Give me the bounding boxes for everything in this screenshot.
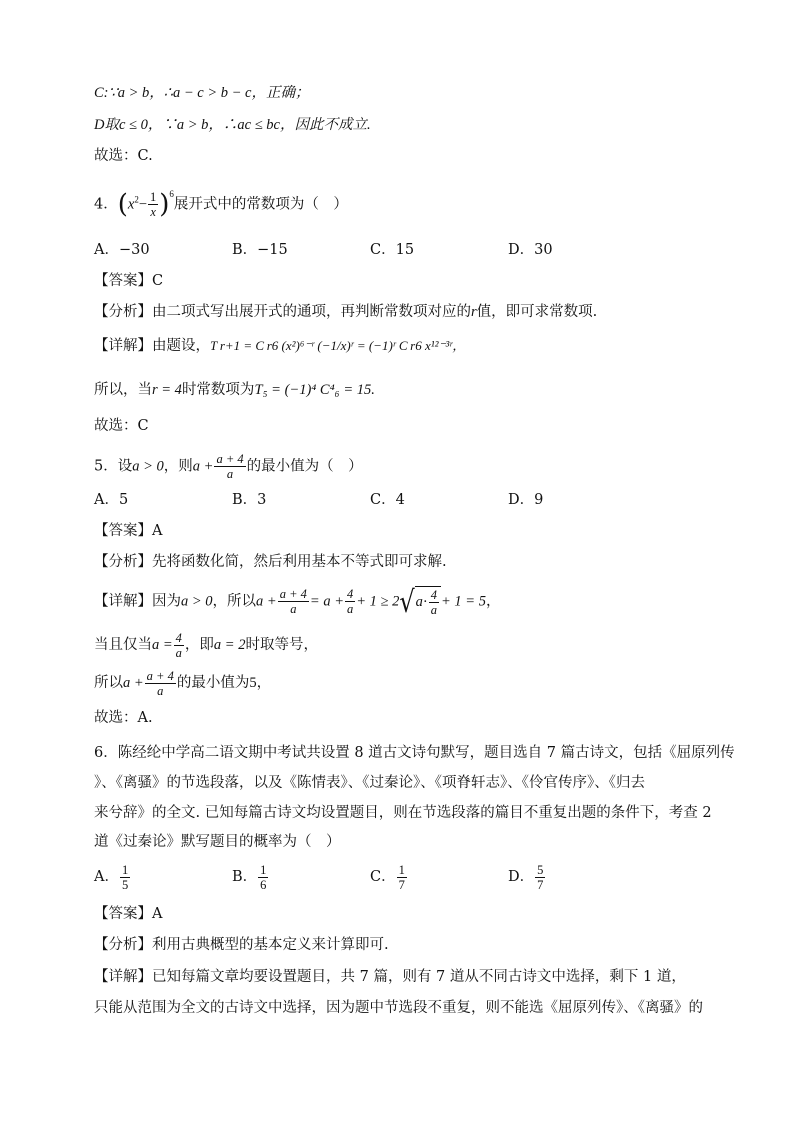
q5-final: 故选：A. (94, 710, 153, 726)
q5-answer: 【答案】A (94, 523, 163, 539)
q6-stem-line1: 6．陈经纶中学高二语文期中考试共设置 8 道古文诗句默写，题目选自 7 篇古诗文，包括《屈原列传 (94, 745, 735, 761)
q6-answer: 【答案】A (94, 906, 163, 922)
q6-option-d: D． $\frac{5}{7}$ (508, 862, 544, 892)
q4-option-d: D．30 (508, 242, 553, 258)
q4-fraction: $\frac{1}{x}$ (150, 190, 157, 219)
q4-detail-line2: 所以，当r = 4时常数项为T₅ = (−1)⁴ C⁴₆ = 15. (94, 382, 375, 398)
q5-detail: 【详解】因为a > 0，所以a + $\frac{a + 4}{a}$ = a + $\frac{4}{a}$ + 1 ≥ 2 √ a · $\frac{4}{a}$ + 1 = 5， (94, 584, 501, 619)
q5-stem: 5．设a > 0，则a + $\frac{a + 4}{a}$ 的最小值为（ ） (94, 452, 363, 481)
q6-stem-line3: 来兮辞》的全文. 已知每篇古诗文均设置题目，则在节选段落的篇目不重复出题的条件下，考查 2 (94, 805, 712, 821)
q5-option-d: D．9 (508, 492, 544, 508)
prev-option-d-line: D取c ≤ 0，∵a > b，∴ac ≤ bc，因此不成立. (94, 117, 371, 133)
q5-option-c: C．4 (370, 492, 405, 508)
q4-detail: 【详解】由题设，T r+1 = C r6 (x²)⁶⁻ʳ (−1/x)ʳ = (−1)ʳ C r6 x¹²⁻³ʳ， (94, 338, 466, 354)
q6-analysis: 【分析】利用古典概型的基本定义来计算即可. (94, 937, 389, 953)
q4-option-c: C．15 (370, 242, 415, 258)
q4-final: 故选：C (94, 418, 149, 434)
q5-equality-line: 当且仅当a = $\frac{4}{a}$ ，即a = 2时取等号， (94, 630, 318, 660)
q6-option-a: A． $\frac{1}{5}$ (94, 862, 129, 892)
q6-stem-line2: 》、《离骚》的节选段落，以及《陈情表》、《过秦论》、《项脊轩志》、《伶官传序》、《归去 (94, 775, 645, 791)
prev-option-c-line: C:∵a > b，∴a − c > b − c，正确； (94, 85, 310, 101)
q5-option-b: B．3 (232, 492, 267, 508)
q6-detail-line1: 【详解】已知每篇文章均要设置题目，共 7 篇，则有 7 道从不同古诗文中选择，剩下 1 道， (94, 969, 686, 985)
q5-fraction: $\frac{a + 4}{a}$ (216, 452, 244, 481)
q5-sqrt-fraction: $\frac{4}{a}$ (430, 587, 437, 617)
q6-stem-line4: 道《过秦论》默写题目的概率为（ ） (94, 834, 341, 850)
q5-detail-fraction-1: $\frac{a + 4}{a}$ (279, 587, 307, 616)
q5-min-line: 所以a + $\frac{a + 4}{a}$ 的最小值为5， (94, 668, 272, 698)
q4-open-paren: ( (117, 189, 128, 220)
q6-option-b: B． $\frac{1}{6}$ (232, 862, 267, 892)
q5-equality-fraction: $\frac{4}{a}$ (175, 630, 182, 660)
q4-option-b: B．−15 (232, 242, 288, 258)
q5-detail-fraction-2: $\frac{4}{a}$ (346, 587, 354, 616)
q4-analysis: 【分析】由二项式写出展开式的通项，再判断常数项对应的r值，即可求常数项. (94, 304, 598, 320)
q5-option-a: A．5 (94, 492, 129, 508)
q4-option-a: A．−30 (94, 242, 150, 258)
q5-analysis: 【分析】先将函数化简，然后利用基本不等式即可求解. (94, 554, 447, 570)
q6-option-c: C． $\frac{1}{7}$ (370, 862, 405, 892)
q4-stem: 4．($x^2-$ $\frac{1}{x}$ )$^6$展开式中的常数项为（ ） (94, 188, 348, 220)
q5-sqrt: √ a · $\frac{4}{a}$ (399, 586, 441, 617)
q5-min-fraction: $\frac{a + 4}{a}$ (146, 668, 174, 698)
q4-close-paren: ) (159, 189, 170, 220)
prev-answer-line: 故选：C. (94, 148, 153, 164)
q6-detail-line2: 只能从范围为全文的古诗文中选择，因为题中节选段不重复，则不能选《屈原列传》、《离骚》的 (94, 1000, 703, 1016)
q4-answer: 【答案】C (94, 273, 164, 289)
